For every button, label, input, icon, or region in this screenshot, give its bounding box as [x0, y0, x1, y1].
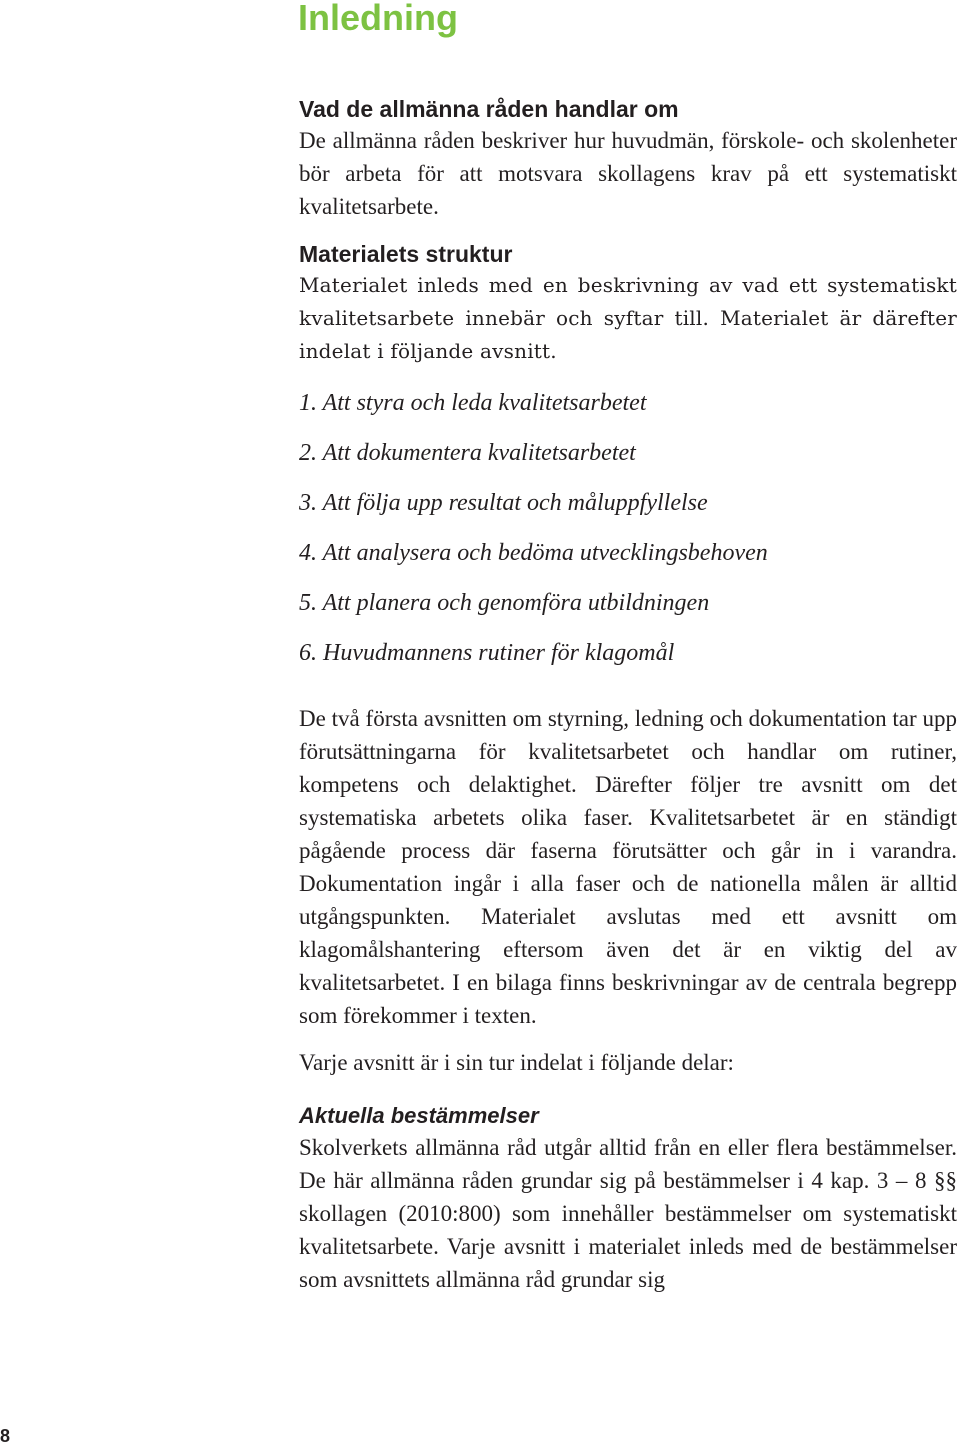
- section-paragraph-structure: Materialet inleds med en beskrivning av vad ett systematiskt kvalitetsarbete innebär och syftar till. Materialet är därefter indelat i följande avsnitt.: [299, 273, 957, 363]
- main-content: [299, 94, 957, 1296]
- page-number: 8: [0, 1426, 11, 1446]
- list-item: 4. Att analysera och bedöma utvecklingsbehoven: [299, 540, 768, 566]
- subsection-heading-current-provisions: Aktuella bestämmelser: [299, 1103, 539, 1128]
- section-heading-structure: Materialets struktur: [299, 241, 513, 267]
- section-list: [299, 388, 957, 668]
- section-heading-general-advice: Vad de allmänna råden handlar om: [299, 96, 679, 122]
- page-title: Inledning: [298, 0, 458, 38]
- list-item: 3. Att följa upp resultat och måluppfyllelse: [299, 490, 708, 516]
- list-item: 6. Huvudmannens rutiner för klagomål: [299, 640, 675, 666]
- list-item: 2. Att dokumentera kvalitetsarbetet: [299, 440, 636, 466]
- body-paragraph-parts-intro: Varje avsnitt är i sin tur indelat i följande delar:: [299, 1050, 734, 1075]
- list-item: 5. Att planera och genomföra utbildningen: [299, 590, 710, 616]
- list-item: 1. Att styra och leda kvalitetsarbetet: [299, 390, 647, 416]
- body-paragraph-overview: De två första avsnitten om styrning, ledning och dokumentation tar upp förutsättningarna för kvalitetsarbetet och handlar om rutiner, kompetens och delaktighet. Därefter följer tre avsnitt om det systematiska arbetets olika faser. Kvalitetsarbetet är en ständigt pågående process där faserna förutsätter och går in i varandra. Dokumentation ingår i alla faser och de nationella målen är alltid utgångspunkten. Materialet avslutas med ett avsnitt om klagomålshantering eftersom även det är en viktig del av kvalitetsarbetet. I en bilaga finns beskrivningar av de centrala begrepp som förekommer i texten.: [299, 706, 957, 1028]
- section-paragraph-general-advice: De allmänna råden beskriver hur huvudmän, förskole- och skolenheter bör arbeta för att motsvara skollagens krav på ett systematiskt kvalitetsarbete.: [299, 128, 957, 219]
- subsection-paragraph-current-provisions: Skolverkets allmänna råd utgår alltid från en eller flera bestämmelser. De här allmänna råden grundar sig på bestämmelser i 4 kap. 3 – 8 §§ skollagen (2010:800) som innehåller bestämmelser om systematiskt kvalitetsarbete. Varje avsnitt i materialet inleds med de bestämmelser som avsnittets allmänna råd grundar sig: [299, 1135, 957, 1292]
